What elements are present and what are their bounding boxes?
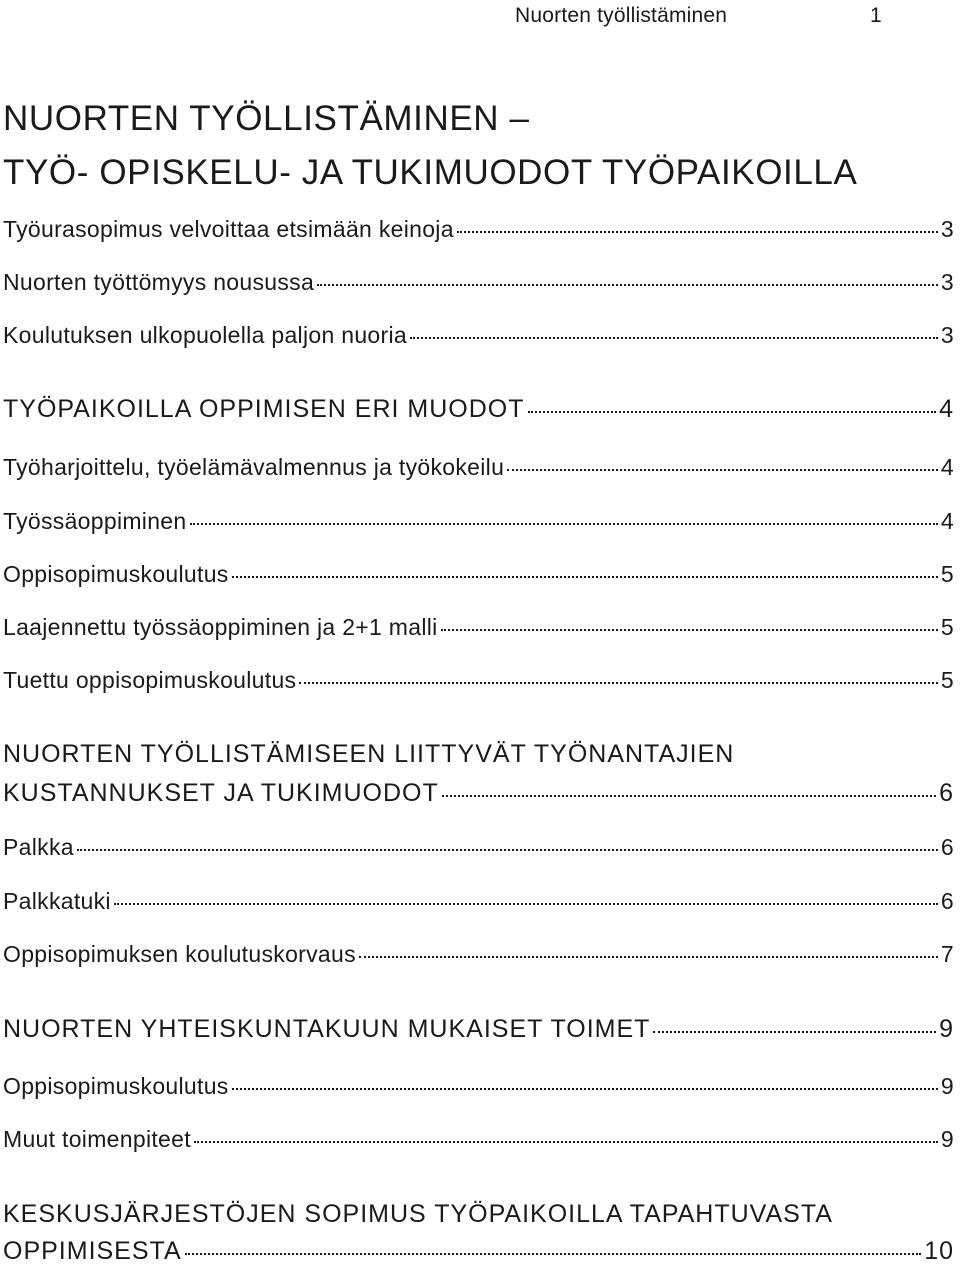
toc-entry-page: 3 — [940, 269, 954, 295]
toc-entry[interactable] — [3, 454, 954, 481]
toc-entry-label: OPPIMISESTA — [3, 1237, 182, 1265]
toc-entry-page: 9 — [939, 1015, 954, 1043]
toc-entry-page: 6 — [939, 779, 954, 807]
toc-entry[interactable] — [3, 941, 954, 968]
toc-entry[interactable] — [3, 269, 954, 296]
toc-entry-page: 10 — [924, 1237, 954, 1265]
toc-section-heading-line-1: NUORTEN TYÖLLISTÄMISEEN LIITTYVÄT TYÖNANTAJIEN — [3, 740, 735, 768]
toc-dot-leader — [441, 629, 938, 631]
toc-dot-leader — [77, 849, 938, 851]
toc-dot-leader — [232, 1088, 938, 1090]
toc-entry[interactable] — [3, 322, 954, 349]
toc-entry-label: Työharjoittelu, työelämävalmennus ja työkokeilu — [3, 454, 505, 480]
toc-entry-page: 6 — [940, 888, 954, 914]
toc-entry-page: 6 — [940, 834, 954, 860]
toc-entry-page: 3 — [940, 322, 954, 348]
toc-entry[interactable] — [3, 888, 954, 915]
toc-dot-leader — [299, 682, 938, 684]
toc-dot-leader — [359, 956, 938, 958]
toc-section-heading-line-1: KESKUSJÄRJESTÖJEN SOPIMUS TYÖPAIKOILLA TAPAHTUVASTA — [3, 1200, 833, 1228]
toc-entry-label: Tuettu oppisopimuskoulutus — [3, 667, 297, 693]
toc-entry[interactable] — [3, 216, 954, 243]
toc-section-heading[interactable] — [3, 1237, 954, 1266]
toc-dot-leader — [410, 337, 938, 339]
toc-dot-leader — [442, 795, 936, 797]
toc-entry-label: Oppisopimuskoulutus — [3, 1073, 229, 1099]
running-header — [0, 4, 960, 30]
toc-section-heading[interactable] — [3, 395, 954, 424]
toc-entry-page: 5 — [940, 561, 954, 587]
toc-entry-label: KUSTANNUKSET JA TUKIMUODOT — [3, 779, 439, 807]
toc-entry-label: Työssäoppiminen — [3, 508, 187, 534]
page-number: 1 — [870, 4, 882, 27]
toc-dot-leader — [114, 903, 938, 905]
toc-entry[interactable] — [3, 561, 954, 588]
document-title-line-1: NUORTEN TYÖLLISTÄMINEN – — [3, 99, 530, 138]
toc-entry[interactable] — [3, 667, 954, 694]
toc-dot-leader — [232, 576, 938, 578]
toc-dot-leader — [190, 523, 938, 525]
toc-entry-label: Oppisopimuksen koulutuskorvaus — [3, 941, 356, 967]
toc-dot-leader — [507, 469, 938, 471]
toc-dot-leader — [194, 1141, 938, 1143]
toc-dot-leader — [317, 284, 938, 286]
toc-dot-leader — [457, 231, 938, 233]
toc-entry-label: TYÖPAIKOILLA OPPIMISEN ERI MUODOT — [3, 395, 525, 423]
toc-entry-page: 7 — [940, 941, 954, 967]
toc-entry-page: 9 — [940, 1073, 954, 1099]
document-title — [3, 92, 857, 200]
toc-entry-label: Nuorten työttömyys nousussa — [3, 269, 315, 295]
toc-dot-leader — [185, 1253, 922, 1255]
toc-entry[interactable] — [3, 614, 954, 641]
toc-entry[interactable] — [3, 834, 954, 861]
toc-entry-label: Muut toimenpiteet — [3, 1126, 191, 1152]
toc-entry-page: 3 — [940, 216, 954, 242]
toc-entry[interactable] — [3, 1126, 954, 1153]
document-title-line-2: TYÖ- OPISKELU- JA TUKIMUODOT TYÖPAIKOILLA — [3, 153, 858, 192]
toc-entry-page: 4 — [939, 395, 954, 423]
toc-dot-leader — [528, 411, 937, 413]
toc-entry-page: 5 — [940, 667, 954, 693]
running-header-title: Nuorten työllistäminen — [515, 4, 728, 27]
toc-entry[interactable] — [3, 1073, 954, 1100]
toc-entry-label: Laajennettu työssäoppiminen ja 2+1 malli — [3, 614, 438, 640]
toc-entry-label: Palkka — [3, 834, 74, 860]
toc-entry-page: 4 — [940, 454, 954, 480]
toc-entry-label: Koulutuksen ulkopuolella paljon nuoria — [3, 322, 407, 348]
toc-entry[interactable] — [3, 508, 954, 535]
toc-section-heading[interactable] — [3, 779, 954, 808]
toc-section-heading[interactable] — [3, 1015, 954, 1044]
toc-entry-label: Oppisopimuskoulutus — [3, 561, 229, 587]
toc-entry-page: 4 — [940, 508, 954, 534]
toc-entry-page: 5 — [940, 614, 954, 640]
toc-entry-label: Työurasopimus velvoittaa etsimään keinoja — [3, 216, 454, 242]
toc-entry-label: Palkkatuki — [3, 888, 111, 914]
toc-entry-page: 9 — [940, 1126, 954, 1152]
toc-dot-leader — [653, 1031, 936, 1033]
toc-entry-label: NUORTEN YHTEISKUNTAKUUN MUKAISET TOIMET — [3, 1015, 651, 1043]
